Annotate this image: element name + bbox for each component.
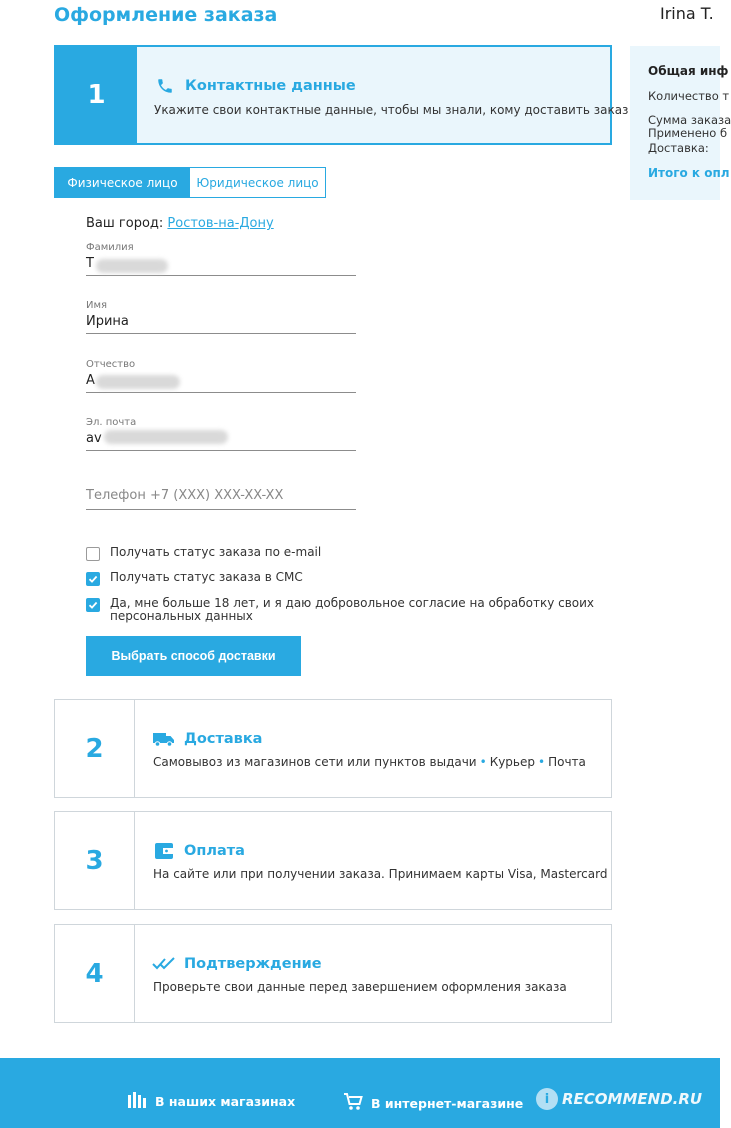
footer [0,1058,720,1128]
step-contact-data [54,45,629,145]
step-header [153,842,245,860]
checkbox-sms-status[interactable] [86,571,620,586]
footer-in-stores[interactable] [127,1091,295,1112]
name-field[interactable] [86,300,356,334]
surname-field[interactable] [86,242,356,276]
step-description: На сайте или при получении заказа. Принимаем карты Visa, Mastercard [153,867,608,881]
step-title: Подтверждение [184,956,322,972]
email-label: Эл. почта [86,417,137,428]
step-number: 1 [56,47,137,143]
check-icon [88,574,98,584]
checkbox-email-status[interactable] [86,546,620,561]
step-title: Доставка [184,731,263,747]
step-number: 2 [55,700,135,797]
phone-placeholder: Телефон +7 (XXX) XXX-XX-XX [86,488,284,503]
surname-value: Т [86,256,94,271]
summary-title: Общая инф [648,64,729,78]
redaction-blur [96,259,168,273]
city-label: Ваш город: [86,216,164,231]
footer-online-label: В интернет-магазине [371,1096,524,1111]
footer-online[interactable] [343,1093,523,1114]
name-value: Ирина [86,314,129,329]
step-confirmation[interactable] [54,924,612,1023]
check-icon [88,600,98,610]
step-number: 4 [55,925,135,1022]
step-description: Проверьте свои данные перед завершением оформления заказа [153,980,567,994]
step-header [154,77,356,95]
name-label: Имя [86,300,108,311]
watermark-text: RECOMMEND.RU [562,1090,703,1108]
person-type-tabs [54,167,326,198]
step-description: Самовывоз из магазинов сети или пунктов выдачи • Курьер • Почта [153,755,586,769]
tab-individual[interactable]: Физическое лицо [55,168,190,197]
email-value: av [86,431,102,446]
checkbox-unchecked[interactable] [86,547,100,561]
summary-sum: Сумма заказа [648,113,731,127]
checkbox-label: Получать статус заказа по e-mail [110,545,322,559]
patronymic-field[interactable] [86,359,356,393]
city-selector [86,216,274,231]
step-header [153,730,262,748]
step-delivery[interactable] [54,699,612,798]
checkbox-label: Получать статус заказа в СМС [110,570,303,584]
delivery-post: Почта [548,755,586,769]
checkbox-checked[interactable] [86,598,100,612]
step-description: Укажите свои контактные данные, чтобы мы знали, кому доставить заказ [154,103,629,117]
cart-icon [343,1093,363,1114]
summary-applied: Применено б [648,126,728,140]
redaction-blur [104,430,228,444]
step-title: Контактные данные [185,78,356,94]
footer-in-stores-label: В наших магазинах [155,1094,296,1109]
checkbox-consent[interactable] [86,597,620,623]
step-payment[interactable] [54,811,612,910]
redaction-blur [96,375,180,389]
email-field[interactable] [86,417,356,451]
delivery-courier: Курьер [489,755,535,769]
patronymic-value: А [86,373,95,388]
truck-icon [153,730,175,748]
watermark [536,1088,702,1110]
summary-total: Итого к опл [648,166,730,180]
step-header [153,955,322,973]
step-number: 3 [55,812,135,909]
watermark-badge: i [536,1088,558,1110]
tab-legal-entity[interactable]: Юридическое лицо [190,168,325,197]
wallet-icon [153,842,175,860]
choose-delivery-button[interactable]: Выбрать способ доставки [86,636,301,676]
summary-quantity: Количество т [648,89,730,103]
bar-chart-icon [127,1091,147,1112]
surname-label: Фамилия [86,242,134,253]
step-title: Оплата [184,843,245,859]
city-link[interactable]: Ростов-на-Дону [167,216,274,231]
delivery-pickup: Самовывоз из магазинов сети или пунктов выдачи [153,755,477,769]
double-check-icon [153,955,175,973]
checkbox-checked[interactable] [86,572,100,586]
patronymic-label: Отчество [86,359,136,370]
phone-icon [154,77,176,95]
page-title: Оформление заказа [54,4,278,26]
phone-field[interactable] [86,476,356,510]
checkbox-label: Да, мне больше 18 лет, и я даю добровольное согласие на обработку своих персональных данных [110,596,595,623]
summary-delivery: Доставка: [648,141,709,155]
order-summary [630,46,731,200]
user-name[interactable]: Irina T. [660,4,714,23]
